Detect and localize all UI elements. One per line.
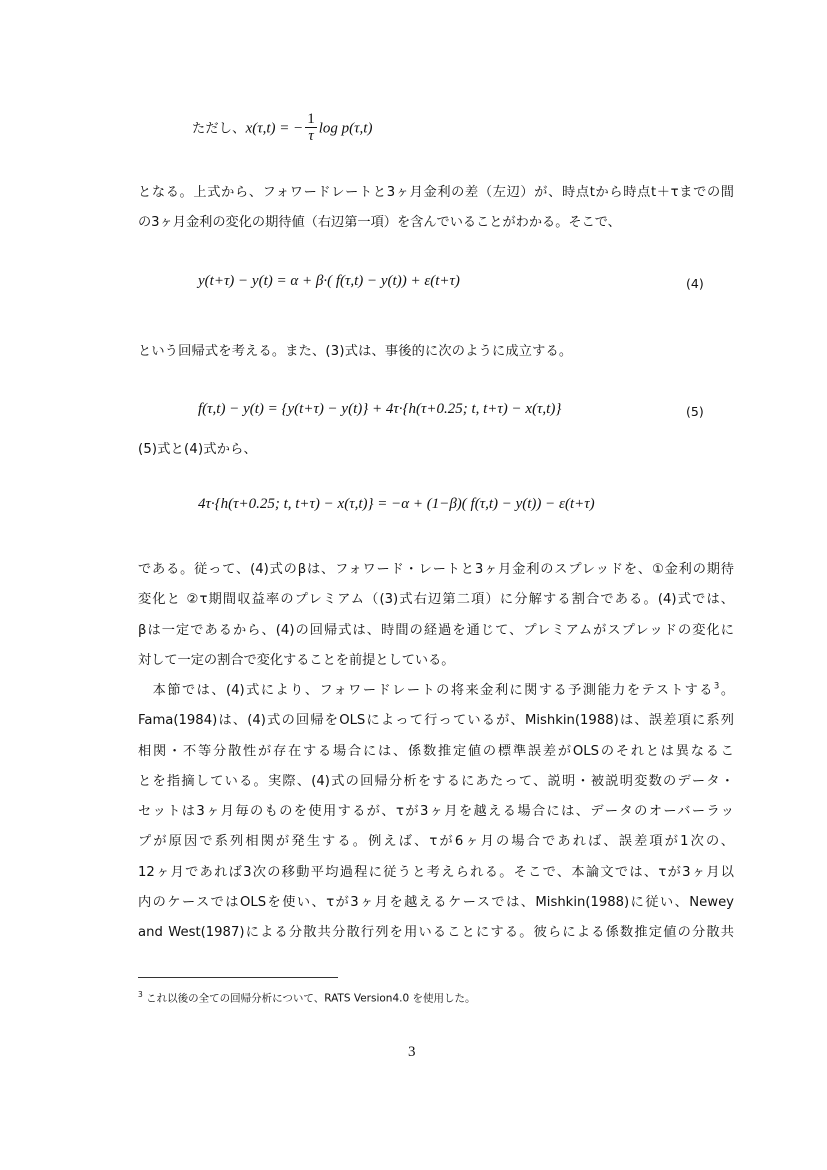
paragraph-line: 相関・不等分散性が存在する場合には、係数推定値の標準誤差がOLSのそれとは異なるこ: [138, 743, 734, 759]
paragraph-line: Fama(1984)は、(4)式の回帰をOLSによって行っているが、Mishkin(1988)は、誤差項に系列: [138, 713, 734, 729]
paragraph-line: 変化と ②τ期間収益率のプレミアム（(3)式右辺第二項）に分解する割合である。(4)式では、: [138, 592, 734, 608]
paragraph-line: である。従って、(4)式のβは、フォワード・レートと3ヶ月金利のスプレッドを、①金利の期待: [138, 562, 734, 577]
footnote-divider: [138, 977, 338, 978]
paragraph-line: and West(1987)による分散共分散行列を用いることにする。彼らによる係数推定値の分散共: [138, 925, 734, 941]
footnote-mark: 3: [138, 990, 143, 999]
paragraph-line: セットは3ヶ月毎のものを使用するが、τが3ヶ月を越える場合には、データのオーバーラッ: [138, 804, 734, 820]
paragraph-3: (5)式と(4)式から、: [138, 442, 257, 457]
intro-log-term: log p(τ,t): [318, 120, 373, 137]
intro-fraction: [305, 112, 317, 145]
intro-formula-line: [192, 112, 372, 145]
paragraph-line: 12ヶ月であれば3次の移動平均過程に従うと考えられる。そこで、本論文では、τが3ヶ月以: [138, 864, 734, 880]
equation-6: 4τ·{h(τ+0.25; t, t+τ) − x(τ,t)} = −α + (1−β)( f(τ,t) − y(t)) − ε(t+τ): [198, 496, 595, 512]
intro-math: x(τ,t) = −: [245, 120, 304, 137]
equation-4: y(t+τ) − y(t) = α + β·( f(τ,t) − y(t)) + ε(t+τ): [198, 273, 460, 289]
paragraph-5: [138, 676, 734, 949]
intro-prefix: ただし、: [192, 121, 246, 137]
footnote-text: これ以後の全ての回帰分析について、RATS Version4.0 を使用した。: [142, 992, 476, 1005]
paragraph-line-with-footnote: [138, 676, 734, 706]
paragraph-1: [138, 178, 734, 239]
paragraph-line: βは一定であるから、(4)の回帰式は、時間の経過を通じて、プレミアムがスプレッドの変化に: [138, 622, 734, 638]
footnote: [138, 990, 476, 1006]
paragraph-2: という回帰式を考える。また、(3)式は、事後的に次のように成立する。: [138, 344, 573, 359]
paragraph-text: 本節では、(4)式により、フォワードレートの将来金利に関する予測能力をテストする: [138, 683, 714, 698]
page-number: 3: [408, 1044, 416, 1060]
equation-4-number: (4): [686, 276, 704, 291]
paragraph-text: 。: [719, 683, 735, 698]
fraction-denominator: τ: [308, 128, 314, 144]
paragraph-line: 内のケースではOLSを使い、τが3ヶ月を越えるケースでは、Mishkin(1988)に従い、Newey: [138, 895, 734, 911]
footnote-reference[interactable]: 3: [713, 681, 720, 692]
paragraph-4: [138, 555, 734, 676]
paragraph-line: プが原因で系列相関が発生する。例えば、τが6ヶ月の場合であれば、誤差項が1次の、: [138, 834, 734, 850]
paragraph-line: とを指摘している。実際、(4)式の回帰分析をするにあたって、説明・被説明変数のデータ・: [138, 773, 734, 789]
paragraph-line: となる。上式から、フォワードレートと3ヶ月金利の差（左辺）が、時点tから時点t＋τまでの間: [138, 185, 734, 200]
equation-5: f(τ,t) − y(t) = {y(t+τ) − y(t)} + 4τ·{h(τ+0.25; t, t+τ) − x(τ,t)}: [198, 401, 562, 417]
paragraph-line: 対して一定の割合で変化することを前提としている。: [138, 652, 455, 668]
fraction-numerator: 1: [307, 111, 315, 127]
equation-5-number: (5): [686, 404, 704, 419]
paragraph-line: の3ヶ月金利の変化の期待値（右辺第一項）を含んでいることがわかる。そこで、: [138, 215, 621, 231]
